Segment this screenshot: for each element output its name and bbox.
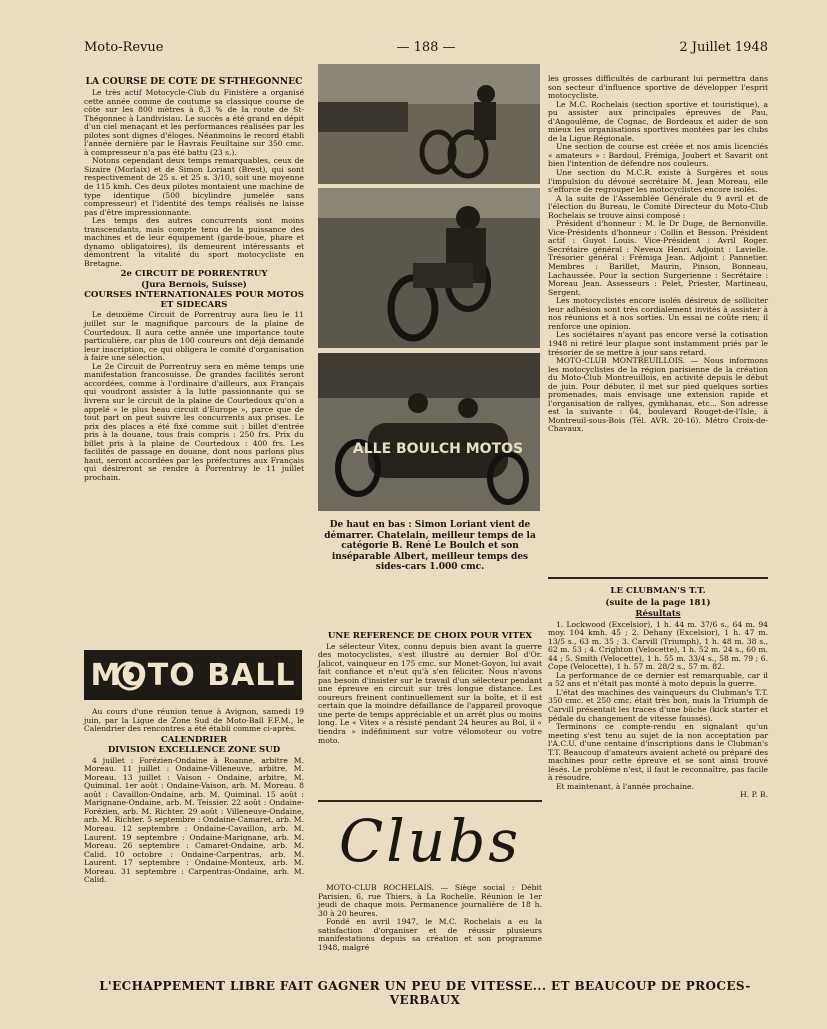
paragraph: Notons cependant deux temps remarquables, ceux de Sizaire (Morlaix) et de Simon Loriant (Brest), qui sont respectivement de 25 s. et 25 s. 3/10, soit une moyenne de 115 kmh. Ces deux pilotes montaient une machine de type identique (500 bicylindre jumelée sans compresseur) et l'identité des temps réalisés ne laisse pas d'être impressionnante. — [84, 156, 304, 217]
paragraph: Président d'honneur : M. le Dr Duge, de Bernonville. Vice-Présidents d'honneur : Collin et Besson. Président actif : Guyot Louis. Vice-Président : Avril Roger. Secrétaire général : Neveux Henri. Adjoint : Lavielle. Trésorier général : Frémiga Jean. Adjoint : Pannetier. Membres : Barillet, Maurin, Pinson, Bonneau, Lachaussée. Pour la section Surgerienne : Secrétaire : Moreau Jean. Assesseurs : Pelet, Priester, Martineau, Sergent. — [548, 219, 768, 297]
photo-chatelain — [318, 188, 540, 348]
paragraph: La performance de ce dernier est remarquable, car il a 52 ans et n'était pas monté à moto depuis la guerre. — [548, 670, 768, 689]
moto-ball-logo — [84, 650, 302, 700]
article-subtitle: (suite de la page 181) — [605, 597, 711, 608]
paragraph: Et maintenant, à l'année prochaine. — [556, 781, 694, 791]
paragraph: Le 2e Circuit de Porrentruy sera en même temps une manifestation francosuisse. De grandes facilités seront accordées, comme à l'ordinaire d'ailleurs, aux Français qui voudront assister à la lutte passionnante qui se livrera sur le circuit de la plaine de Courtedoux qu'on a appelé « le plus beau circuit d'Europe », parce que de tout part on peut suivre les concurrents aux prises. Le prix des places a été fixé comme suit : billet d'entrée pris à la douane, tous frais compris : 250 frs. Prix du billet pris à la plaine de Courtedoux : 400 frs. Les facilités de passage en douane, dont nous parlons plus haut, seront accordées par les préfectures aux Français qui désireront se rendre à Porrentruy le 11 juillet prochain. — [84, 361, 304, 482]
paragraph: Au cours d'une réunion tenue à Avignon, samedi 19 juin, par la Ligue de Zone Sud de Moto-Ball F.F.M., le Calendrier des rencontres a été établi comme ci-après. — [84, 707, 304, 734]
divider — [318, 800, 542, 802]
article-subtitle: (Jura Bernois, Suisse) — [141, 279, 247, 290]
sidecar-plate-text: ALLE BOULCH MOTOS — [352, 441, 524, 457]
paragraph: Les motocyclistes encore isolés désireux de solliciter leur adhésion sont très cordialement invités à assister à nos réunions et à nos sorties. Un essai ne coûte rien; il renforce une opinion. — [548, 296, 768, 331]
article-title: LE CLUBMAN'S T.T. — [610, 586, 706, 596]
paragraph: Une section du M.C.R. existe à Surgères et sous l'impulsion du dévoué secrétaire M. Jean Moreau, elle s'efforce de regrouper les motocyclistes encore isolés. — [548, 168, 768, 195]
article-title: LA COURSE DE COTE DE ST-THEGONNEC — [85, 76, 303, 87]
paragraph: Le deuxième Circuit de Porrentruy aura lieu le 11 juillet sur le magnifique parcours de la plaine de Courtedoux. Il aura cette année une importance toute particulière, car plus de 100 coureurs ont déjà demandé leur inscription, ce qui obligera le comité d'organisation à faire une sélection. — [84, 310, 304, 363]
photo-caption: De haut en bas : Simon Loriant vient de démarrer. Chatelain, meilleur temps de la catégorie B. René Le Boulch et son inséparable Albert, meilleur temps des sides-cars 1.000 cmc. — [324, 520, 536, 572]
article-title: UNE REFERENCE DE CHOIX POUR VITEX — [327, 631, 533, 641]
photo-rider-start — [318, 64, 540, 184]
issue-date: 2 Juillet 1948 — [679, 40, 768, 55]
page-header — [84, 40, 768, 58]
paragraph: Terminons ce compte-rendu en signalant qu'un meeting s'est tenu au sujet de la non acceptation par l'A.C.U. d'une centaine d'inscriptions dans le Clubman's T.T. Beaucoup d'amateurs avaient acheté ou préparé des machines pour cette épreuve et se sont ainsi trouvé lésés. Le problème n'est, il faut le reconnaître, pas facile à résoudre. — [548, 722, 768, 783]
paragraph: les grosses difficultés de carburant lui permettra dans son secteur d'influence sportive de développer l'esprit motocycliste. — [548, 74, 768, 101]
paragraph: A la suite de l'Assemblée Générale du 9 avril et de l'élection du Bureau, le Comité Directeur du Moto-Club Rochelais se trouve ainsi composé : — [548, 193, 768, 220]
paragraph: 1. Lockwood (Excelsior), 1 h. 44 m. 37/6 s., 64 m. 94 moy. 104 kmh. 45 ; 2. Dehany (Excelsior), 1 h. 47 m. 13/5 s., 63 m. 35 ; 3. Carvill (Triumph), 1 h. 48 m. 38 s., 62 m. 53 ; 4. Crighton (Velocette), 1 h. 52 m. 24 s., 60 m. 44 ; 5. Smith (Velocette), 1 h. 55 m. 33/4 s., 58 m. 79 ; 6. Cope (Velocette), 1 h. 57 m. 28/2 s., 57 m. 82. — [548, 619, 768, 672]
clubs-heading — [318, 806, 542, 876]
column-middle — [318, 630, 542, 745]
section-subtitle: DIVISION EXCELLENCE ZONE SUD — [107, 745, 281, 756]
column-middle-clubs — [318, 884, 542, 952]
column-right-clubman — [548, 585, 768, 800]
photo-sidecar — [318, 353, 540, 511]
divider — [548, 577, 768, 579]
column-left — [84, 75, 304, 482]
paragraph: 4 juillet : Forézien-Ondaine à Roanne, arbitre M. Moreau. 11 juillet : Ondaine-Villeneuve, arbitre, M. Moreau. 13 juillet : Vaison - Ondaine, arbitre, M. Quiminal. 1er août : Ondaine-Vaison, arb. M. Moreau. 8 août : Cavaillon-Ondaine, arb. M. Quiminal. 15 août : Marignane-Ondaine, arb. M. Teissier. 22 août : Ondaine-Forézien, arb. M. Richter. 29 août : Villeneuve-Ondaine, arb. M. Richter. 5 septembre : Ondaine-Camaret, arb. M. Moreau. 12 septembre : Ondaine-Cavaillon, arb. M. Laurent. 19 septembre : Ondaine-Marignane, arb. M. Moreau. 26 septembre : Camaret-Ondaine, arb. M. Calid. 10 octobre : Ondaine-Carpentras, arb. M. Laurent. 17 septembre : Ondaine-Monteux, arb. M. Moreau. 31 septembre : Carpentras-Ondaine, arb. M. Calid. — [84, 755, 304, 885]
footer-slogan: L'ECHAPPEMENT LIBRE FAIT GAGNER UN PEU DE VITESSE... ET BEAUCOUP DE PROCES-VERBAUX — [99, 979, 751, 1007]
logo-text: MOTO BALL — [90, 658, 296, 693]
page-number: — 188 — — [396, 40, 456, 55]
paragraph: MOTO-CLUB ROCHELAIS. — Siège social : Débit Parisien, 6, rue Thiers, à La Rochelle. Réunion le 1er jeudi de chaque mois. Permanence journalière de 18 h. 30 à 20 heures. — [318, 883, 542, 918]
paragraph: Les temps des autres concurrents sont moins transcendants, mais compte tenu de la puissance des machines et de leur équipement (garde-boue, phare et dynamo obligatoires), ils demeurent intéressants et démontrent la vitalité du sport motocycliste en Bretagne. — [84, 216, 304, 268]
results-heading: Résultats — [635, 609, 681, 619]
signature: H. P. B. — [740, 790, 768, 800]
column-left-bottom — [84, 708, 304, 885]
paragraph: MOTO-CLUB MONTREUILLOIS. — Nous informons les motocyclistes de la région parisienne de la création du Moto-Club Montreuillois, en activité depuis le début de juin. Pour débuter, il met sur pied quelques sorties promenades, mais envisage une extension rapide et l'organisation de rallyes, gymkhanas, etc... Son adresse est la suivante : 64, boulevard Rouget-de-l'Isle, à Montreuil-sous-Bois (Tél. AVR. 20-16). Métro Croix-de-Chavaux. — [548, 356, 768, 434]
paragraph: Le très actif Motocycle-Club du Finistère a organisé cette année comme de coutume sa classique course de côte sur les 800 mètres à 8,3 % de la route de St-Thégonnec à Landivisiau. Le succès a été grand en dépit d'un ciel menaçant et les performances réalisées par les pilotes sont dignes d'éloges. Néanmoins le record établi l'année dernière par le Havrais Feuiltaine sur 350 cmc. à compresseur n'a pas été battu (23 s.). — [84, 88, 304, 157]
paragraph: Une section de course est créée et nos amis licenciés « amateurs » : Bardoul, Frémiga, Joubert et Savarit ont bien l'intention de défendre nos couleurs. — [548, 142, 768, 169]
paragraph: Le sélecteur Vitex, connu depuis bien avant la guerre des motocyclistes, s'est illustré au dernier Bol d'Or. Jalicot, vainqueur en 175 cmc. sur Monet-Goyon, lui avait fait confiance et n'eut qu'à s'en féliciter. Nous n'avons pas besoin d'insister sur le travail d'un sélecteur pendant une épreuve en circuit sur très longue distance. Les coureurs freinent continuellement sur la boîte, et il est certain que la moindre défaillance de l'appareil provoque une perte de temps appréciable et un arrêt plus ou moins long. Le « Vitex » a résisté pendant 24 heures au Bol, il « tiendra » indéfiniment sur votre vélomoteur ou votre moto. — [318, 641, 542, 745]
clubs-title: Clubs — [338, 807, 522, 875]
paragraph: Fondé en avril 1947, le M.C. Rochelais a eu la satisfaction d'organiser et de réussir plusieurs manifestations depuis sa création et son programme 1948, malgré — [318, 917, 542, 952]
magazine-name: Moto-Revue — [84, 40, 164, 55]
paragraph: Le M.C. Rochelais (section sportive et touristique), a pu assister aux principales épreuves de Pau, d'Angoulême, de Cognac, de Bordeaux et aider de son mieux les organisations sportives montées par les clubs de la Ligue Régionale. — [548, 99, 768, 143]
article-subtitle: COURSES INTERNATIONALES POUR MOTOS ET SIDECARS — [84, 290, 304, 310]
paragraph: Les sociétaires n'ayant pas encore versé la cotisation 1948 ni retiré leur plaque sont instamment priés par le trésorier de se mettre à jour sans retard. — [548, 330, 768, 357]
paragraph: L'état des machines des vainqueurs du Clubman's T.T. 350 cmc. et 250 cmc. était très bon, mais la Triumph de Carvill présentait les traces d'une bûche (kick starter et pédale du changement de vitesse faussés). — [548, 687, 768, 723]
column-right — [548, 75, 768, 434]
article-title: 2e CIRCUIT DE PORRENTRUY — [120, 269, 268, 280]
section-title: CALENDRIER — [160, 734, 228, 745]
